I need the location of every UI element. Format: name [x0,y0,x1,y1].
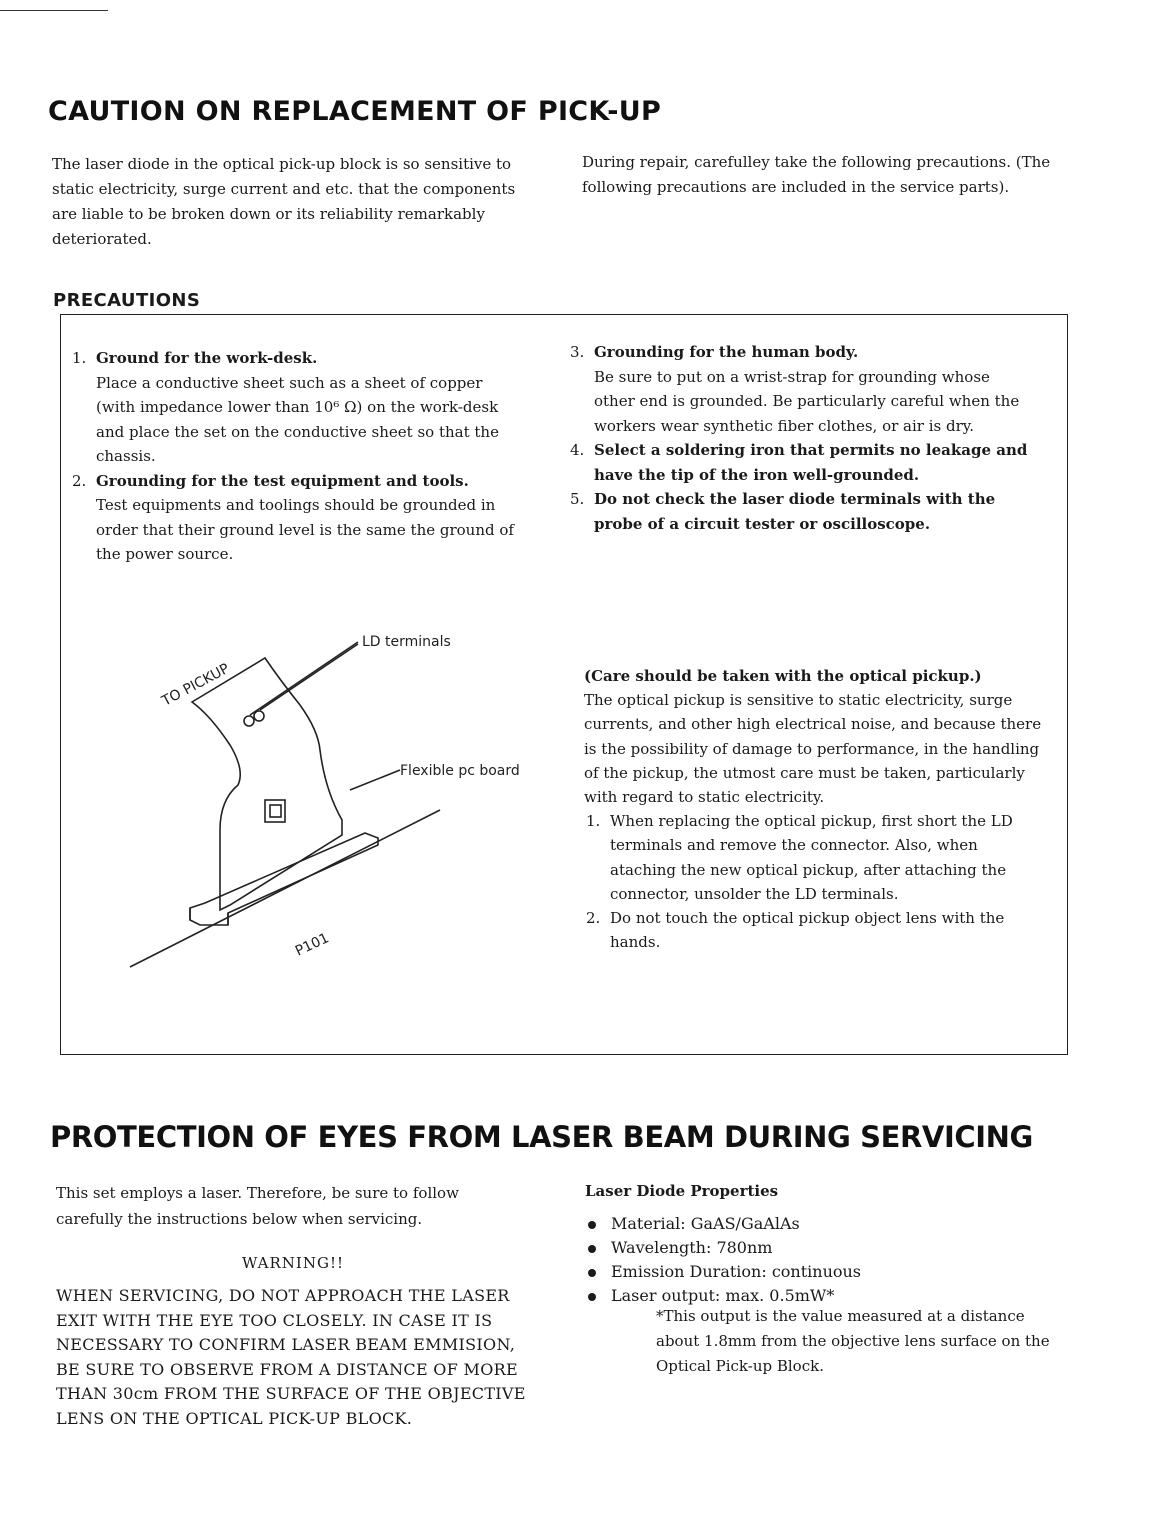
ld-terminal [254,711,264,721]
connector-block [190,833,378,925]
caution-intro-left: The laser diode in the optical pick-up block is so sensitive to static electricity, surge current and etc. that the components are liable to be broken down or its reliability remarkably deteriorated. [52,155,516,248]
board-screw-inner [270,805,281,817]
warning-body: WHEN SERVICING, DO NOT APPROACH THE LASER EXIT WITH THE EYE TOO CLOSELY. IN CASE IT IS NECESSARY TO CONFIRM LASER BEAM EMMISION, BE SURE TO OBSERVE FROM A DISTANCE OF MORE THAN 30cm FROM THE SURFACE OF THE OBJECTIVE LENS ON THE OPTICAL PICK-UP BLOCK. [56,1286,526,1428]
ld-leader-line [260,644,358,710]
property-item [585,1260,1065,1284]
care-text: When replacing the optical pickup, first short the LD terminals and remove the connector. Also, when ataching the new optical pickup, after attaching the connector, unsolder the LD terminals. [610,812,1013,903]
precaution-heading: Grounding for the human body. [594,343,859,361]
precaution-item [570,487,1032,536]
precaution-item [72,469,524,567]
caution-title: CAUTION ON REPLACEMENT OF PICK-UP [48,96,662,127]
ld-terminal [244,716,254,726]
laser-output-note: *This output is the value measured at a distance about 1.8mm from the objective lens surface on the Optical Pick-up Block. [656,1307,1050,1375]
caution-intro-right: During repair, carefulley take the following precautions. (The following precautions are included in the service parts). [582,153,1051,196]
protection-intro: This set employs a laser. Therefore, be sure to follow carefully the instructions below when servicing. [56,1184,459,1228]
laser-properties-title: Laser Diode Properties [585,1182,779,1200]
label-to-pickup: TO PICKUP [159,660,233,710]
precaution-item [570,438,1032,487]
precaution-number: 3. [570,343,585,361]
property-text: Laser output: max. 0.5mW* [611,1286,835,1305]
precaution-heading: Ground for the work-desk. [96,349,318,367]
precaution-heading: Do not check the laser diode terminals with the probe of a circuit tester or oscilloscope. [594,490,996,533]
property-text: Emission Duration: continuous [611,1262,862,1281]
precaution-item [72,346,524,469]
top-rule [0,10,108,11]
care-block [584,664,1044,954]
care-body: The optical pickup is sensitive to static electricity, surge currents, and other high electrical noise, and because there is the possibility of damage to performance, in the handling of the pickup, the utmost care must be taken, particularly with regard to static electricity. [584,691,1042,807]
ground-line [130,810,440,967]
label-p101: P101 [292,930,332,960]
bullet-icon [588,1221,596,1229]
warning-title: WARNING!! [241,1254,344,1272]
label-flexible-pc-board: Flexible pc board [400,763,520,779]
precaution-number: 1. [72,349,87,367]
bullet-icon [588,1245,596,1253]
pickup-connector-diagram [110,620,580,980]
precaution-body: Be sure to put on a wrist-strap for grounding whose other end is grounded. Be particularly careful when the workers wear synthetic fiber clothes, or air is dry. [594,367,1020,435]
laser-properties-list [585,1212,1065,1308]
property-item [585,1212,1065,1236]
care-item [584,809,1044,906]
ld-leader-line [250,642,358,715]
precaution-number: 4. [570,441,585,459]
protection-title: PROTECTION OF EYES FROM LASER BEAM DURING SERVICING [50,1120,1033,1154]
care-list [584,809,1044,954]
property-item [585,1236,1065,1260]
precautions-title: PRECAUTIONS [53,290,201,311]
bullet-icon [588,1293,596,1301]
bullet-icon [588,1269,596,1277]
label-ld-terminals: LD terminals [362,634,451,650]
care-number: 1. [586,812,601,831]
precaution-number: 5. [570,490,585,508]
precautions-list-left [72,346,524,567]
property-text: Wavelength: 780nm [611,1238,773,1257]
care-text: Do not touch the optical pickup object lens with the hands. [610,909,1005,952]
flex-leader-line [350,770,400,790]
property-text: Material: GaAS/GaAlAs [611,1214,800,1233]
board-screw-outer [265,800,285,822]
precaution-number: 2. [72,471,87,490]
care-title: (Care should be taken with the optical pickup.) [584,667,982,685]
precaution-heading: Select a soldering iron that permits no leakage and have the tip of the iron well-grounded. [594,441,1028,484]
care-number: 2. [586,909,601,928]
precaution-heading: Grounding for the test equipment and tools. [96,471,469,490]
care-item [584,906,1044,954]
precaution-body: Place a conductive sheet such as a sheet of copper (with impedance lower than 10⁶ Ω) on the work-desk and place the set on the conductive sheet so that the chassis. [96,373,499,465]
precaution-body: Test equipments and toolings should be grounded in order that their ground level is the same the ground of the power source. [96,496,514,563]
precautions-list-right [570,340,1032,536]
precaution-item [570,340,1032,438]
